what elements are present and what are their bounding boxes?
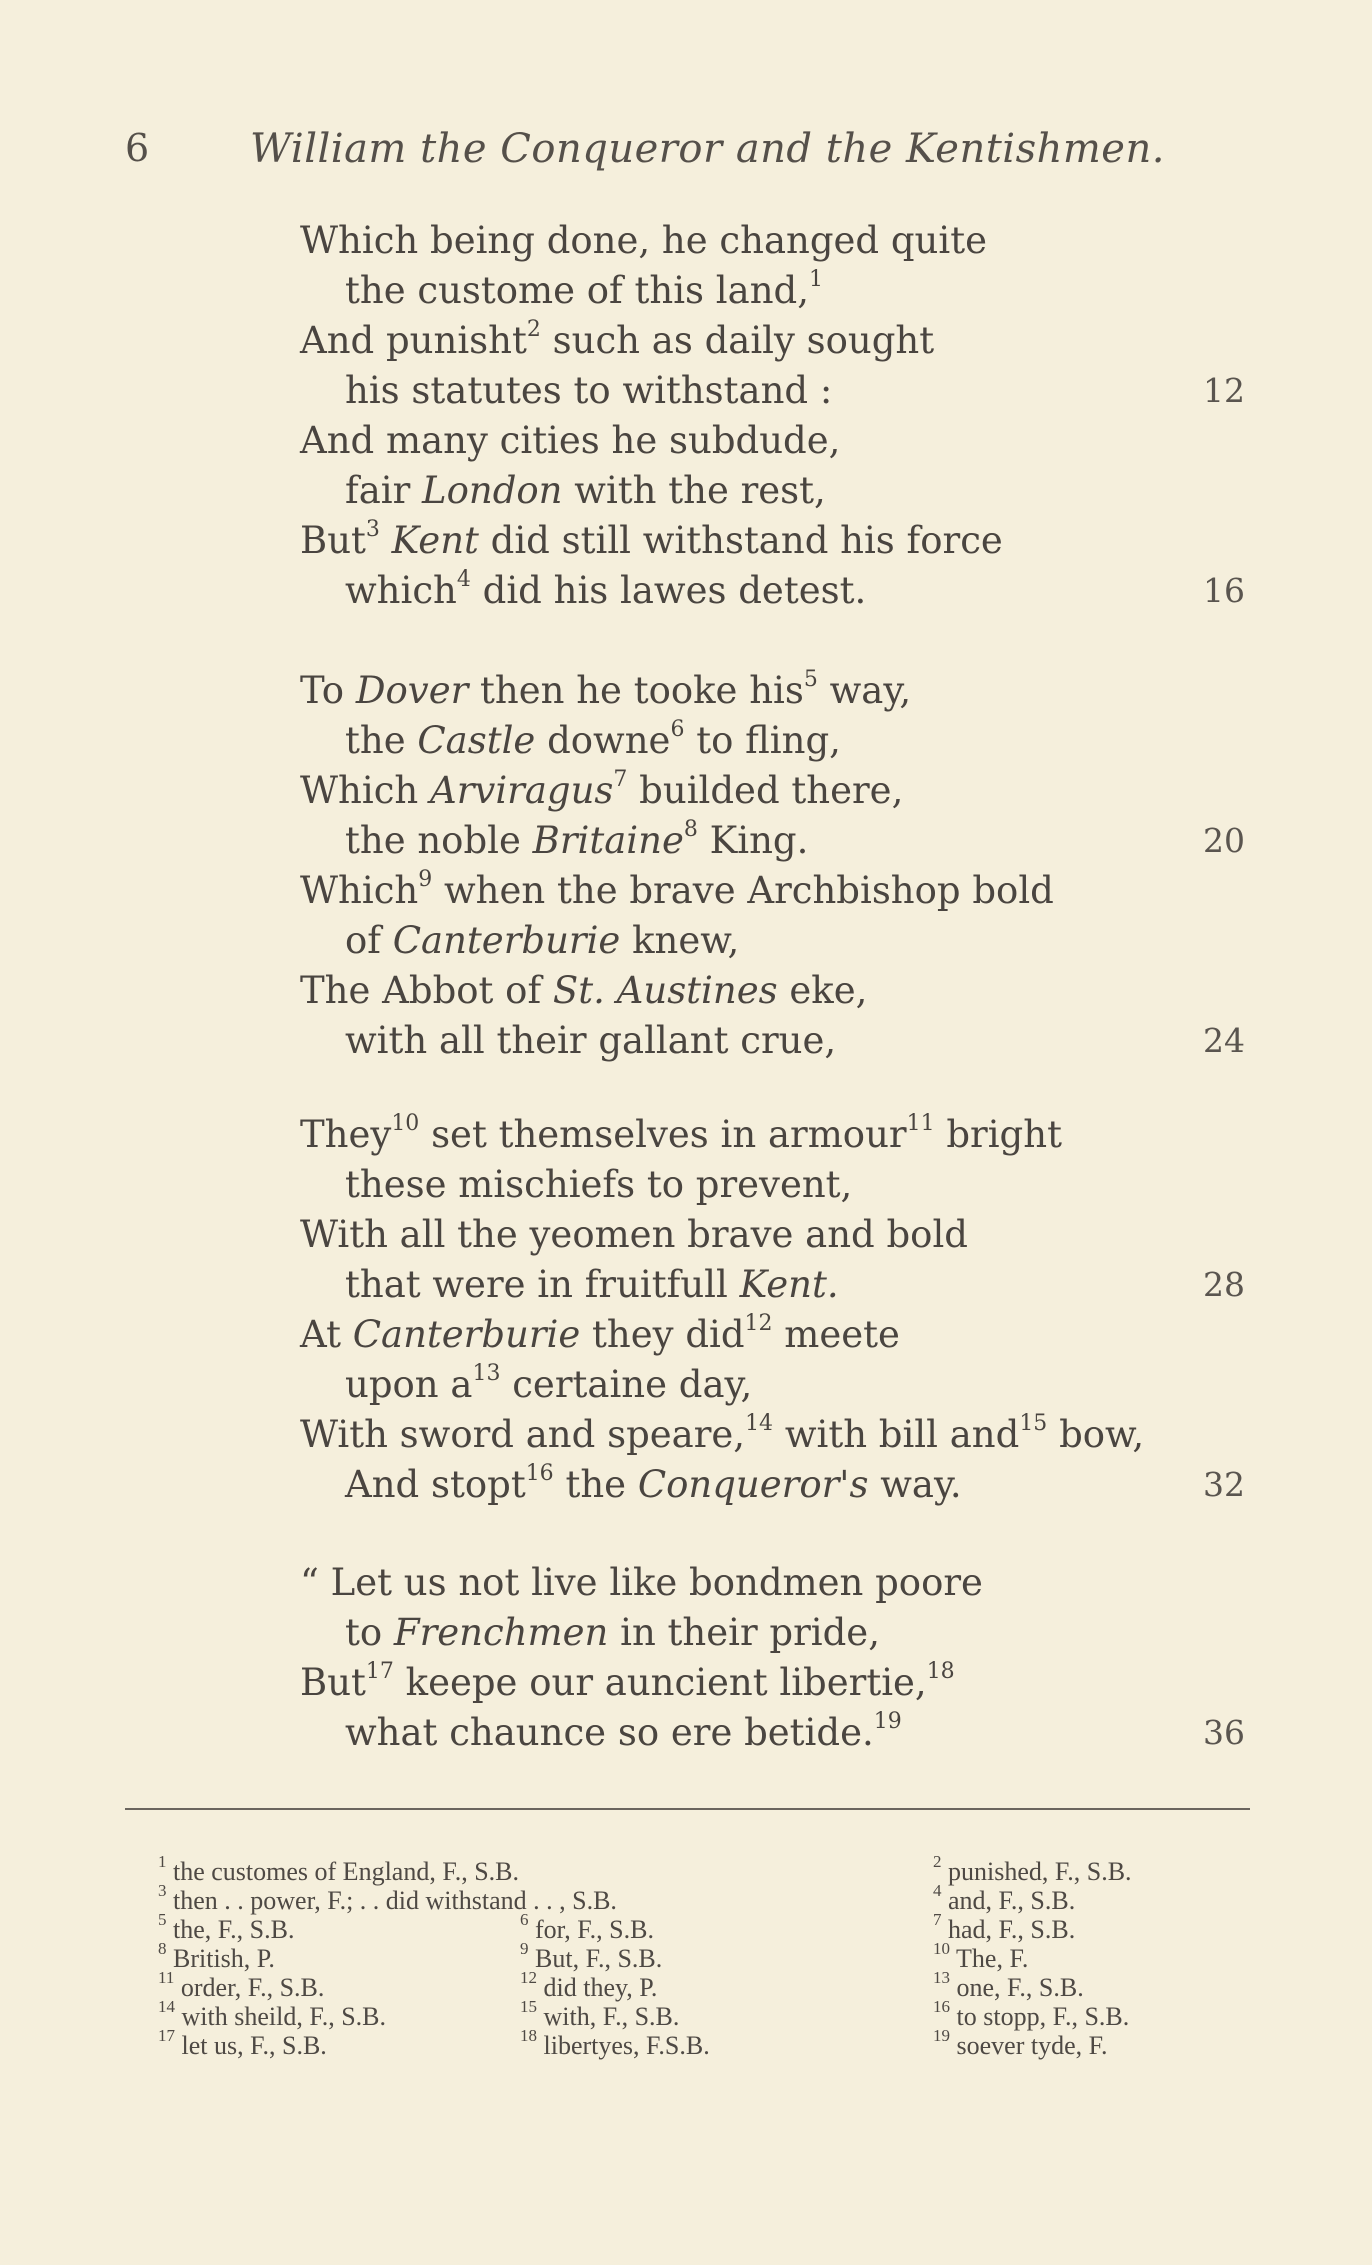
line-number: 28 — [1203, 1265, 1245, 1304]
line-text: set themselves in armour — [419, 1113, 907, 1156]
line-number: 32 — [1203, 1465, 1245, 1504]
poem-line — [345, 368, 832, 414]
line-text: with the rest, — [562, 469, 826, 512]
footnote — [933, 1852, 1132, 1886]
footnote-text: had, F., S.B. — [941, 1915, 1076, 1944]
footnote-ref: 2 — [526, 316, 541, 342]
line-text: the — [345, 719, 418, 762]
footnote — [520, 1910, 654, 1944]
line-text: with all their gallant crue, — [345, 1019, 837, 1062]
italic-text: Castle — [417, 719, 536, 762]
line-text: what chaunce so ere betide. — [345, 1711, 874, 1754]
poem-line — [300, 1660, 955, 1706]
poem-line — [345, 718, 841, 764]
line-text: downe — [535, 719, 671, 762]
footnote — [933, 1997, 1130, 2031]
line-text: in their pride, — [608, 1611, 880, 1654]
footnote-ref: 8 — [683, 816, 698, 842]
line-text: They — [300, 1113, 392, 1156]
poem-line — [300, 1112, 1062, 1158]
line-text: Which being done, he changed quite — [300, 219, 987, 262]
footnote-number: 11 — [158, 1968, 175, 1988]
footnote-ref: 9 — [418, 866, 433, 892]
running-title: William the Conqueror and the Kentishmen. — [250, 126, 1165, 172]
footnote-number: 14 — [158, 1997, 175, 2017]
line-text: But — [300, 1661, 366, 1704]
poem-line — [345, 1462, 962, 1508]
line-number: 12 — [1203, 371, 1245, 410]
poem-line — [345, 268, 823, 314]
footnote-rule — [125, 1808, 1250, 1810]
line-text: such as daily sought — [540, 319, 935, 362]
footnote — [933, 2026, 1108, 2060]
footnote-text: to stopp, F., S.B. — [950, 2002, 1130, 2031]
footnote-text: But, F., S.B. — [528, 1944, 663, 1973]
poem-line — [300, 318, 934, 364]
footnote-ref: 12 — [744, 1310, 773, 1336]
footnote-text: libertyes, F.S.B. — [537, 2031, 710, 2060]
line-text: “ Let us not live like bondmen poore — [300, 1561, 983, 1604]
line-text: With sword and speare, — [300, 1413, 746, 1456]
footnote — [158, 1968, 325, 2002]
line-text: the — [553, 1463, 638, 1506]
footnote — [158, 1939, 275, 1973]
poem-line — [300, 1412, 1144, 1458]
line-text: King. — [697, 819, 809, 862]
footnote-text: let us, F., S.B. — [175, 2031, 327, 2060]
footnote-number: 9 — [520, 1939, 529, 1959]
poem-line — [345, 818, 808, 864]
footnote — [158, 1852, 520, 1886]
poem-line — [300, 968, 867, 1014]
footnote-text: British, P. — [166, 1944, 275, 1973]
footnote-text: soever tyde, F. — [950, 2031, 1108, 2060]
line-text: With all the yeomen brave and bold — [300, 1213, 968, 1256]
footnote-number: 8 — [158, 1939, 167, 1959]
footnote-number: 4 — [933, 1881, 942, 1901]
footnote-number: 16 — [933, 1997, 950, 2017]
line-text: way, — [817, 669, 912, 712]
footnote-ref: 11 — [906, 1110, 935, 1136]
page-number: 6 — [125, 126, 150, 170]
poem-line — [300, 1560, 983, 1606]
footnote-text: did they, P. — [537, 1973, 658, 2002]
poem-line — [345, 468, 826, 514]
footnote-number: 17 — [158, 2026, 175, 2046]
footnote — [158, 2026, 327, 2060]
line-text: to fling, — [684, 719, 841, 762]
footnote-ref: 3 — [365, 516, 380, 542]
italic-text: Kent. — [739, 1263, 839, 1306]
line-text: The Abbot of — [300, 969, 553, 1012]
line-text: To — [300, 669, 356, 712]
footnote — [158, 1997, 387, 2031]
line-text: meete — [772, 1313, 900, 1356]
line-text: when the brave Archbishop bold — [432, 869, 1054, 912]
poem-line — [345, 568, 866, 614]
footnote-text: the, F., S.B. — [166, 1915, 295, 1944]
footnote-text: for, F., S.B. — [528, 1915, 654, 1944]
line-text: the noble — [345, 819, 533, 862]
line-text: his statutes to withstand : — [345, 369, 833, 412]
footnote-text: and, F., S.B. — [941, 1886, 1076, 1915]
line-text: builded there, — [627, 769, 904, 812]
footnote-number: 18 — [520, 2026, 537, 2046]
line-text: to — [345, 1611, 394, 1654]
italic-text: Arviragus — [430, 769, 614, 812]
footnote-text: with, F., S.B. — [537, 2002, 680, 2031]
italic-text: St. Austines — [552, 969, 778, 1012]
footnote-number: 6 — [520, 1910, 529, 1930]
footnote-text: The, F. — [950, 1944, 1029, 1973]
italic-text: Dover — [355, 669, 469, 712]
page-header — [0, 118, 1372, 178]
footnote-text: with sheild, F., S.B. — [175, 2002, 387, 2031]
footnote-ref: 15 — [1019, 1410, 1048, 1436]
poem-line — [300, 768, 903, 814]
line-text: then he tooke his — [468, 669, 804, 712]
line-text: certaine day, — [500, 1363, 753, 1406]
poem-line — [300, 518, 1003, 564]
footnote-ref: 16 — [525, 1460, 554, 1486]
footnote-number: 3 — [158, 1881, 167, 1901]
line-number: 16 — [1203, 571, 1245, 610]
poem-line — [300, 218, 987, 264]
line-text: knew, — [620, 919, 740, 962]
footnote — [933, 1968, 1084, 2002]
footnote-ref: 19 — [873, 1708, 902, 1734]
footnote-number: 13 — [933, 1968, 950, 1988]
italic-text: Canterburie — [352, 1313, 581, 1356]
footnote — [158, 1881, 617, 1915]
footnote — [520, 1997, 680, 2031]
footnote-text: then . . power, F.; . . did withstand . . , S.B. — [166, 1886, 617, 1915]
italic-text: Canterburie — [392, 919, 621, 962]
footnote-number: 5 — [158, 1910, 167, 1930]
line-text: At — [300, 1313, 353, 1356]
line-text: of — [345, 919, 393, 962]
poem-line — [345, 918, 739, 964]
footnote-ref: 5 — [803, 666, 818, 692]
footnote-number: 10 — [933, 1939, 950, 1959]
footnote-number: 12 — [520, 1968, 537, 1988]
line-number: 20 — [1203, 821, 1245, 860]
footnote-number: 7 — [933, 1910, 942, 1930]
line-text: But — [300, 519, 366, 562]
footnote-ref: 4 — [456, 566, 471, 592]
poem-line — [345, 1018, 836, 1064]
line-text: that were in fruitfull — [345, 1263, 740, 1306]
footnote-text: punished, F., S.B. — [941, 1857, 1132, 1886]
italic-text: Frenchmen — [393, 1611, 609, 1654]
footnote-text: order, F., S.B. — [174, 1973, 325, 2002]
poem-line — [345, 1710, 902, 1756]
line-text: bright — [934, 1113, 1062, 1156]
footnote — [933, 1881, 1076, 1915]
footnote-text: the customes of England, F., S.B. — [166, 1857, 520, 1886]
footnote-ref: 10 — [391, 1110, 420, 1136]
line-text: the custome of this land, — [345, 269, 809, 312]
poem-line — [345, 1262, 839, 1308]
footnote — [933, 1910, 1076, 1944]
poem-line — [345, 1610, 880, 1656]
italic-text: Conqueror's — [637, 1463, 869, 1506]
line-text: fair — [345, 469, 423, 512]
footnote — [520, 2026, 710, 2060]
footnote-ref: 7 — [613, 766, 628, 792]
line-text: they did — [580, 1313, 745, 1356]
line-text: did his lawes detest. — [470, 569, 867, 612]
italic-text: London — [422, 469, 563, 512]
footnote-ref: 18 — [926, 1658, 955, 1684]
poem-line — [345, 1362, 752, 1408]
line-text: And punisht — [300, 319, 527, 362]
footnote-ref: 14 — [745, 1410, 774, 1436]
italic-text: Britaine — [532, 819, 684, 862]
footnote — [520, 1968, 658, 2002]
footnote-number: 1 — [158, 1852, 167, 1872]
line-text — [380, 519, 392, 562]
line-text: Which — [300, 769, 431, 812]
poem-line — [300, 418, 840, 464]
line-number: 24 — [1203, 1021, 1245, 1060]
footnote-ref: 17 — [365, 1658, 394, 1684]
line-text: these mischiefs to prevent, — [345, 1163, 853, 1206]
line-text: way. — [868, 1463, 962, 1506]
line-text: And stopt — [345, 1463, 526, 1506]
line-number: 36 — [1203, 1713, 1245, 1752]
poem-line — [300, 1212, 968, 1258]
italic-text: Kent — [391, 519, 479, 562]
footnote-number: 2 — [933, 1852, 942, 1872]
footnote-ref: 6 — [670, 716, 685, 742]
line-text: bow, — [1047, 1413, 1145, 1456]
line-text: eke, — [777, 969, 868, 1012]
footnote-number: 19 — [933, 2026, 950, 2046]
line-text: Which — [300, 869, 419, 912]
line-text: did still withstand his force — [478, 519, 1003, 562]
footnote — [158, 1910, 295, 1944]
line-text: And many cities he subdude, — [300, 419, 841, 462]
footnote-ref: 1 — [808, 266, 823, 292]
footnote — [520, 1939, 663, 1973]
poem-line — [300, 668, 911, 714]
line-text: which — [345, 569, 457, 612]
line-text: keepe our auncient libertie, — [393, 1661, 927, 1704]
footnote-text: one, F., S.B. — [950, 1973, 1084, 2002]
line-text: upon a — [345, 1363, 473, 1406]
line-text: with bill and — [773, 1413, 1020, 1456]
footnote-ref: 13 — [472, 1360, 501, 1386]
poem-line — [300, 1312, 900, 1358]
footnote-number: 15 — [520, 1997, 537, 2017]
poem-line — [300, 868, 1054, 914]
poem-line — [345, 1162, 852, 1208]
